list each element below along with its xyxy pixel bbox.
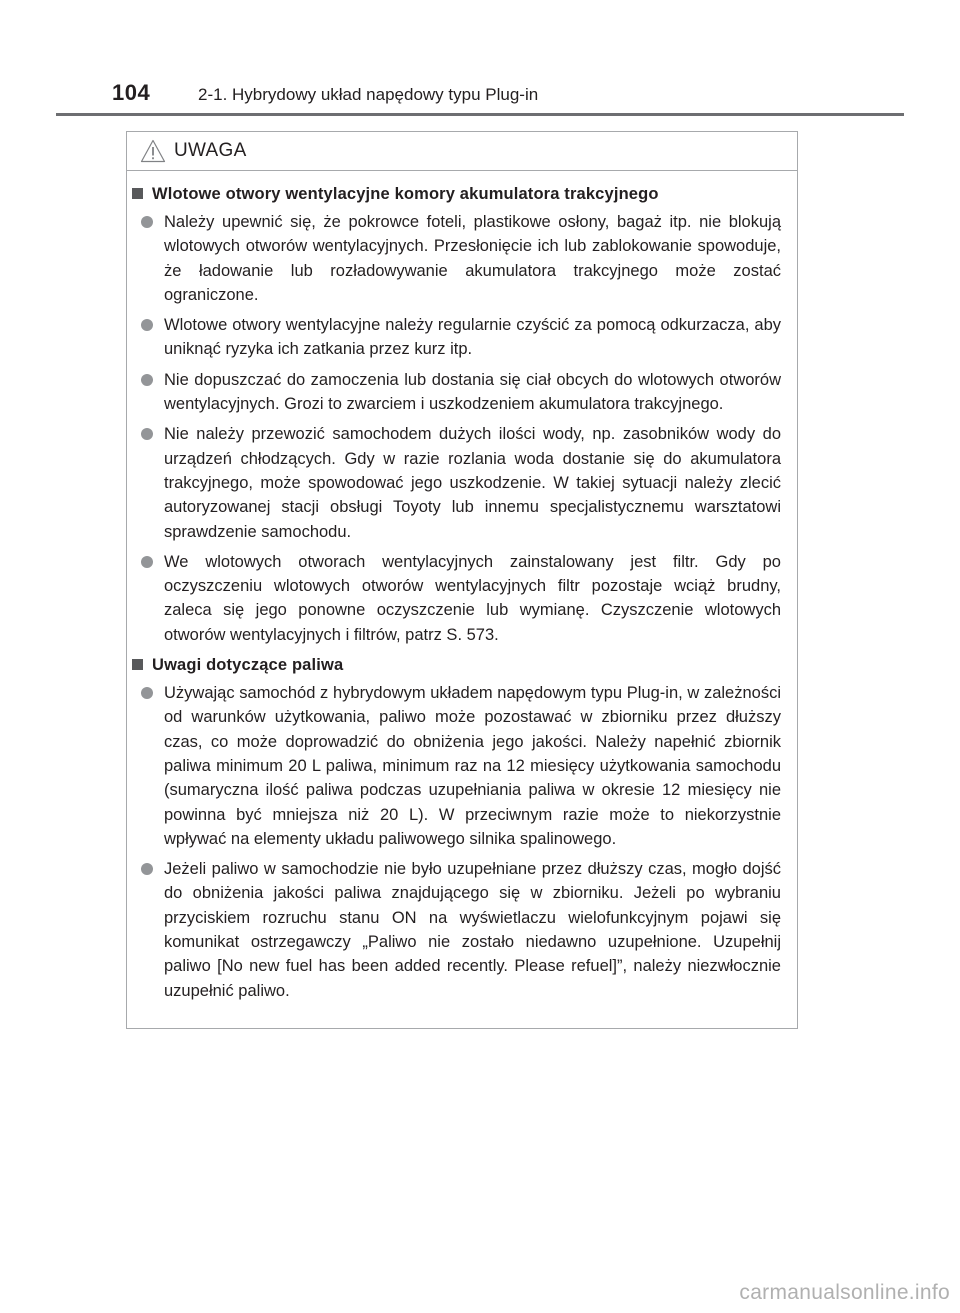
list-item-text: Wlotowe otwory wentylacyjne należy regularnie czyścić za pomocą odkurzacza, aby uniknąć ryzyka ich zatkania przez kurz itp. — [164, 316, 781, 359]
list-item-text: Nie dopuszczać do zamoczenia lub dostania się ciał obcych do wlotowych otworów wentylacyjnych. Grozi to zwarciem i uszkodzeniem akumulatora trakcyjnego. — [164, 370, 781, 414]
list-item — [141, 210, 781, 307]
round-bullet-icon — [141, 863, 153, 875]
list-item-text: Używając samochód z hybrydowym układem napędowym typu Plug-in, w zależności od warunków użytkowania, paliwo może pozostawać w zbiorniku przez dłuższy czas, co może doprowadzić do obniżenia jego jakości. Należy napełnić zbiornik paliwa minimum 20 L paliwa, minimum raz na 12 miesięcy użytkowania samochodu (sumaryczna ilość paliwa podczas uzupełniania paliwa w okresie 12 miesięcy nie powinna być mniejsza niż 20 L). W przeciwnym razie może to niekorzystnie wpływać na elementy układu paliwowego silnika spalinowego. — [164, 684, 781, 848]
warning-section — [132, 653, 781, 1003]
page-header — [112, 80, 538, 106]
warning-box — [126, 131, 798, 1029]
round-bullet-icon — [141, 687, 153, 699]
list-item — [141, 550, 781, 647]
list-item-text: Należy upewnić się, że pokrowce foteli, plastikowe osłony, bagaż itp. nie blokują wlotowych otworów wentylacyjnych. Przesłonięcie ich lub zablokowanie spowoduje, że ładowanie lub rozładowywanie akumulatora trakcyjnego może zostać ograniczone. — [164, 213, 781, 304]
section-heading — [132, 653, 781, 677]
list-item-text: Nie należy przewozić samochodem dużych ilości wody, np. zasobników wody do urządzeń chłodzących. Gdy w razie rozlania woda dostanie się do akumulatora trakcyjnego, może spowodować jego uszkodzenie. W takiej sytuacji należy zlecić autoryzowanej stacji obsługi Toyoty lub innemu specjalistycznemu warsztatowi sprawdzenie samochodu. — [164, 425, 781, 541]
list-item — [141, 857, 781, 1003]
section-title: 2-1. Hybrydowy układ napędowy typu Plug-in — [198, 85, 539, 104]
section-heading-text: Wlotowe otwory wentylacyjne komory akumulatora trakcyjnego — [152, 185, 659, 203]
round-bullet-icon — [141, 216, 153, 228]
list-item — [141, 313, 781, 362]
round-bullet-icon — [141, 319, 153, 331]
square-bullet-icon — [132, 659, 143, 670]
warning-section — [132, 182, 781, 647]
round-bullet-icon — [141, 428, 153, 440]
list-item-text: Jeżeli paliwo w samochodzie nie było uzupełniane przez dłuższy czas, mogło dojść do obniżenia jakości paliwa znajdującego się w zbiorniku. Jeżeli po wybraniu przyciskiem rozruchu stanu ON na wyświetlaczu wielofunkcyjnym pojawi się komunikat ostrzegawczy „Paliwo nie zostało niedawno uzupełnione. Uzupełnij paliwo [No new fuel has been added recently. Please refuel]”, należy niezwłocznie uzupełnić paliwo. — [164, 860, 781, 1000]
warning-triangle-icon — [140, 139, 166, 163]
header-divider — [56, 113, 904, 116]
section-heading — [132, 182, 781, 206]
list-item — [141, 422, 781, 543]
warning-content — [132, 182, 781, 1009]
square-bullet-icon — [132, 188, 143, 199]
section-heading-text: Uwagi dotyczące paliwa — [152, 656, 344, 675]
round-bullet-icon — [141, 556, 153, 568]
warning-label: UWAGA — [174, 140, 247, 161]
list-item — [141, 368, 781, 417]
watermark: carmanualsonline.info — [739, 1281, 950, 1304]
round-bullet-icon — [141, 374, 153, 386]
warning-header — [127, 132, 797, 171]
page-number: 104 — [112, 80, 151, 105]
list-item-text: We wlotowych otworach wentylacyjnych zainstalowany jest filtr. Gdy po oczyszczeniu wlotowych otworów wentylacyjnych filtr pozostaje wciąż brudny, zaleca się jego ponowne oczyszczenie lub wymianę. Czyszczenie wlotowych otworów wentylacyjnych i filtrów, patrz S. 573. — [164, 552, 781, 644]
list-item — [141, 681, 781, 851]
